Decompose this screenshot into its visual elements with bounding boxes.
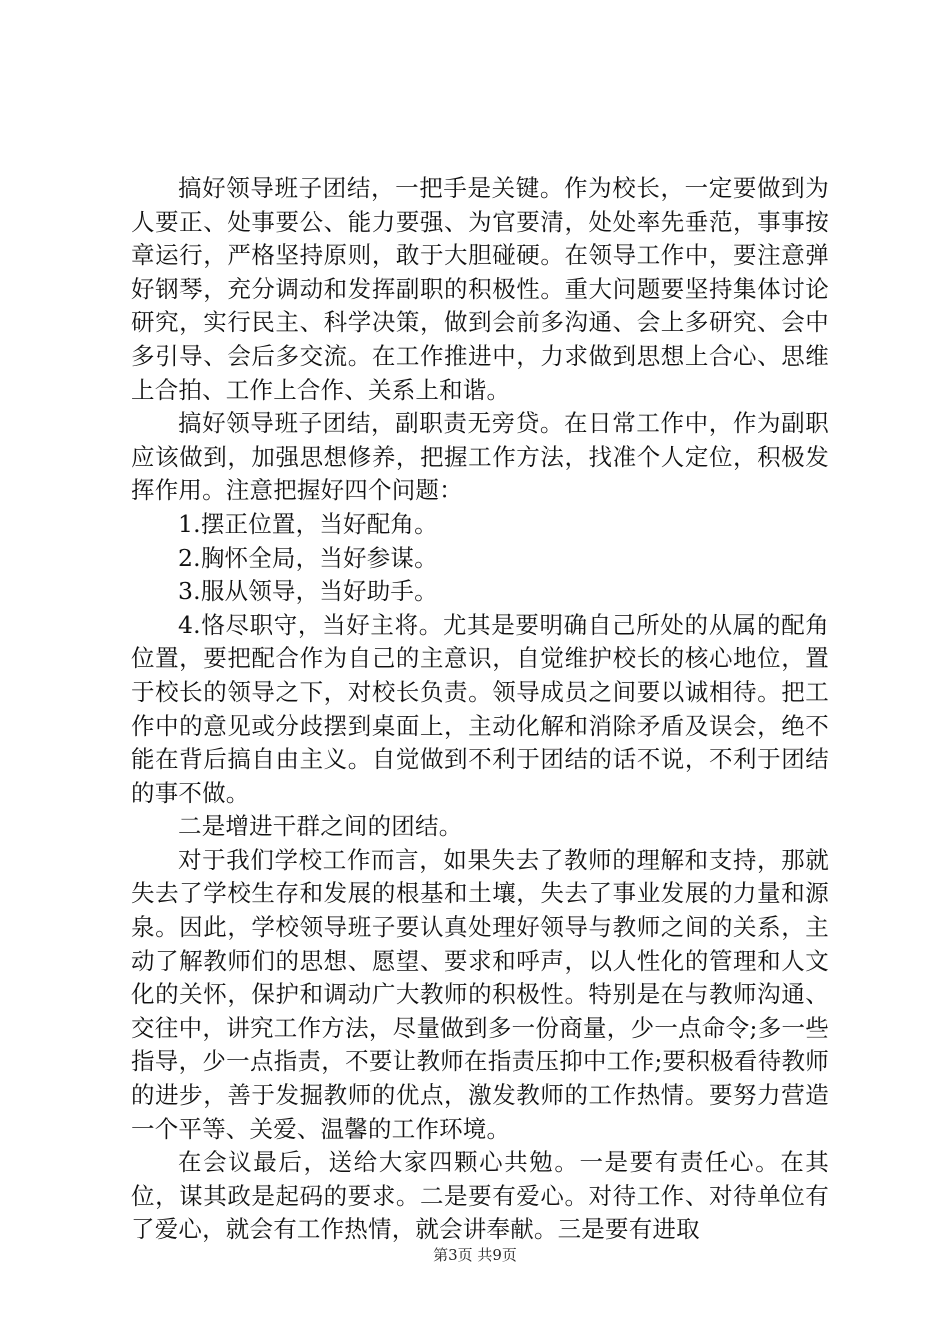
paragraph: 搞好领导班子团结，一把手是关键。作为校长，一定要做到为人要正、处事要公、能力要强、为官要清，处处率先垂范，事事按章运行，严格坚持原则，敢于大胆碰硬。在领导工作中，要注意弹好钢琴，充分调动和发挥副职的积极性。重大问题要坚持集体讨论研究，实行民主、科学决策，做到会前多沟通、会上多研究、会中多引导、会后多交流。在工作推进中，力求做到思想上合心、思维上合拍、工作上合作、关系上和谐。: [131, 174, 829, 404]
paragraph: 搞好领导班子团结，副职责无旁贷。在日常工作中，作为副职应该做到，加强思想修养，把握工作方法，找准个人定位，积极发挥作用。注意把握好四个问题：: [131, 409, 829, 505]
list-item: 4.恪尽职守，当好主将。尤其是要明确自己所处的从属的配角位置，要把配合作为自己的主意识，自觉维护校长的核心地位，置于校长的领导之下，对校长负责。领导成员之间要以诚相待。把工作中的意见或分歧摆到桌面上，主动化解和消除矛盾及误会，绝不能在背后搞自由主义。自觉做到不利于团结的话不说，不利于团结的事不做。: [131, 610, 829, 807]
list-item: 2.胸怀全局，当好参谋。: [178, 543, 438, 572]
page-footer: 第3页 共9页: [433, 1246, 517, 1264]
body-text: [131, 172, 829, 1247]
paragraph: 在会议最后，送给大家四颗心共勉。一是要有责任心。在其位，谋其政是起码的要求。二是要有爱心。对待工作、对待单位有了爱心，就会有工作热情，就会讲奉献。三是要有进取: [131, 1148, 829, 1244]
section-heading: 二是增进干群之间的团结。: [178, 812, 463, 841]
list-item: 1.摆正位置，当好配角。: [178, 509, 438, 538]
list-item: 3.服从领导，当好助手。: [178, 577, 438, 606]
paragraph: 对于我们学校工作而言，如果失去了教师的理解和支持，那就失去了学校生存和发展的根基和土壤，失去了事业发展的力量和源泉。因此，学校领导班子要认真处理好领导与教师之间的关系，主动了解教师们的思想、愿望、要求和呼声，以人性化的管理和人文化的关怀，保护和调动广大教师的积极性。特别是在与教师沟通、交往中，讲究工作方法，尽量做到多一份商量，少一点命令;多一些指导，少一点指责，不要让教师在指责压抑中工作;要积极看待教师的进步，善于发掘教师的优点，激发教师的工作热情。要努力营造一个平等、关爱、温馨的工作环境。: [131, 845, 829, 1143]
